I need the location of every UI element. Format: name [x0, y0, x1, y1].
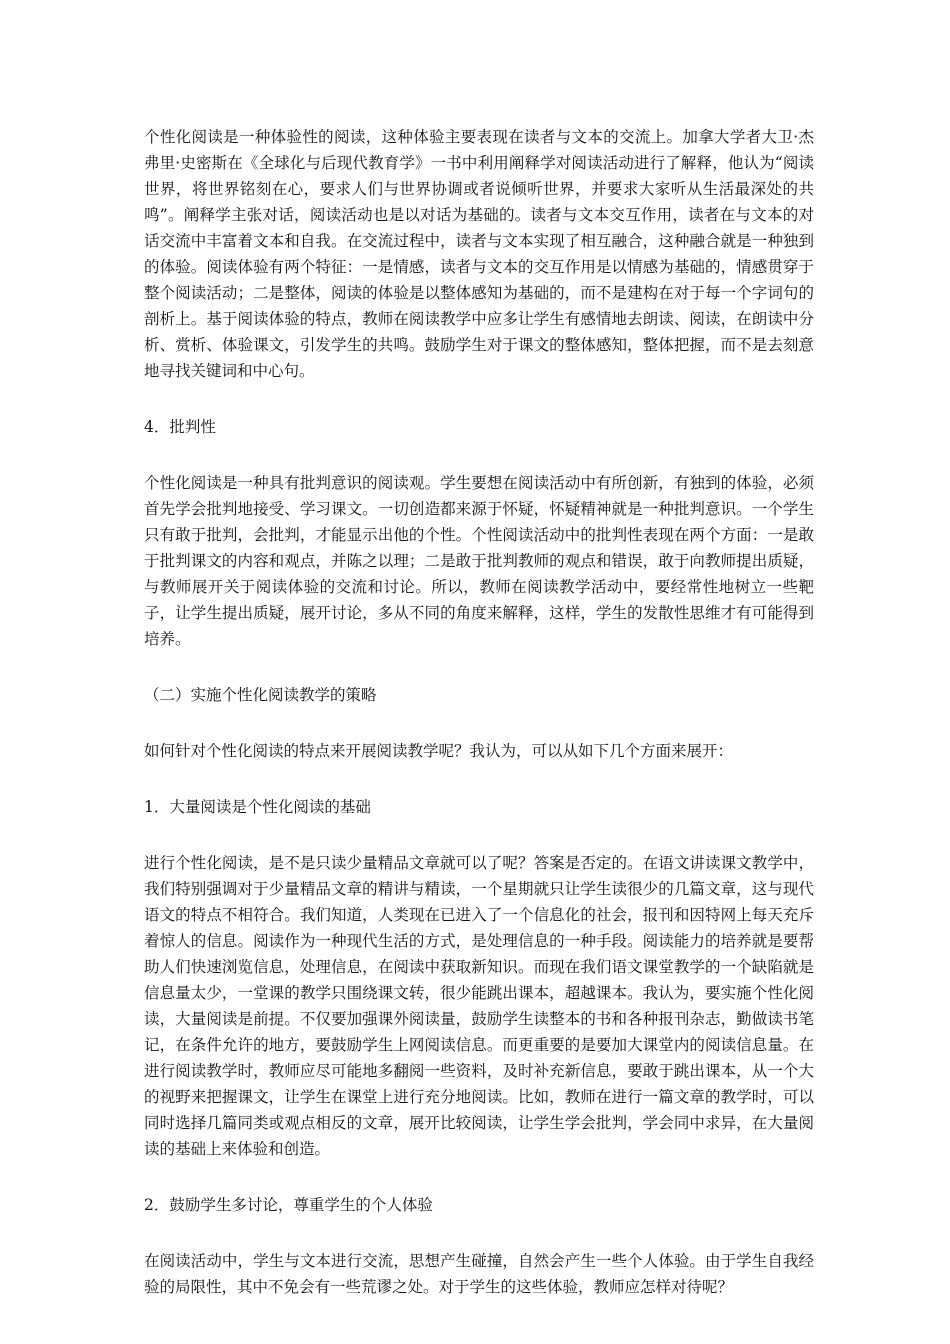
document-body — [144, 124, 814, 1330]
paragraph-extensive-reading: 进行个性化阅读，是不是只读少量精品文章就可以了呢？答案是否定的。在语文讲读课文教学中，我们特别强调对于少量精品文章的精讲与精读，一个星期就只让学生读很少的几篇文章，这与现代语文的特点不相符合。我们知道，人类现在已进入了一个信息化的社会，报刊和因特网上每天充斥着惊人的信息。阅读作为一种现代生活的方式，是处理信息的一种手段。阅读能力的培养就是要帮助人们快速浏览信息，处理信息，在阅读中获取新知识。而现在我们语文课堂教学的一个缺陷就是信息量太少，一堂课的教学只围绕课文转，很少能跳出课本，超越课本。我认为，要实施个性化阅读，大量阅读是前提。不仅要加强课外阅读量，鼓励学生读整本的书和各种报刊杂志，勤做读书笔记，在条件允许的地方，要鼓励学生上网阅读信息。而更重要的是要加大课堂内的阅读信息量。在进行阅读教学时，教师应尽可能地多翻阅一些资料，及时补充新信息，要敢于跳出课本，从一个大的视野来把握课文，让学生在课堂上进行充分地阅读。比如，教师在进行一篇文章的教学时，可以同时选择几篇同类或观点相反的文章，展开比较阅读，让学生学会批判，学会同中求异，在大量阅读的基础上来体验和创造。 — [144, 854, 814, 1158]
heading-extensive-reading: 1．大量阅读是个性化阅读的基础 — [144, 798, 371, 816]
paragraph-reading-experience: 个性化阅读是一种体验性的阅读，这种体验主要表现在读者与文本的交流上。加拿大学者大卫·杰弗里·史密斯在《全球化与后现代教育学》一书中利用阐释学对阅读活动进行了解释，他认为“阅读世界，将世界铭刻在心，要求人们与世界协调或者说倾听世界，并要求大家听从生活最深处的共鸣”。阐释学主张对话，阅读活动也是以对话为基础的。读者与文本交互作用，读者在与文本的对话交流中丰富着文本和自我。在交流过程中，读者与文本实现了相互融合，这种融合就是一种独到的体验。阅读体验有两个特征：一是情感，读者与文本的交互作用是以情感为基础的，情感贯穿于整个阅读活动；二是整体，阅读的体验是以整体感知为基础的，而不是建构在对于每一个字词句的剖析上。基于阅读体验的特点，教师在阅读教学中应多让学生有感情地去朗读、阅读，在朗读中分析、赏析、体验课文，引发学生的共鸣。鼓励学生对于课文的整体感知，整体把握，而不是去刻意地寻找关键词和中心句。 — [144, 128, 814, 380]
paragraph-critical-reading: 个性化阅读是一种具有批判意识的阅读观。学生要想在阅读活动中有所创新，有独到的体验，必须首先学会批判地接受、学习课文。一切创造都来源于怀疑，怀疑精神就是一种批判意识。一个学生只有敢于批判，会批判，才能显示出他的个性。个性阅读活动中的批判性表现在两个方面：一是敢于批判课文的内容和观点，并陈之以理；二是敢于批判教师的观点和错误，敢于向教师提出质疑，与教师展开关于阅读体验的交流和讨论。所以，教师在阅读教学活动中，要经常性地树立一些靶子，让学生提出质疑，展开讨论，多从不同的角度来解释，这样，学生的发散性思维才有可能得到培养。 — [144, 474, 814, 648]
heading-strategies: （二）实施个性化阅读教学的策略 — [144, 686, 377, 704]
paragraph-strategies-intro: 如何针对个性化阅读的特点来开展阅读教学呢？我认为，可以从如下几个方面来展开： — [144, 742, 734, 760]
paragraph-discussion: 在阅读活动中，学生与文本进行交流，思想产生碰撞，自然会产生一些个人体验。由于学生自我经验的局限性，其中不免会有一些荒谬之处。对于学生的这些体验，教师应怎样对待呢？ — [144, 1252, 814, 1296]
heading-discussion: 2．鼓励学生多讨论，尊重学生的个人体验 — [144, 1196, 433, 1214]
heading-critical: 4．批判性 — [144, 418, 216, 436]
